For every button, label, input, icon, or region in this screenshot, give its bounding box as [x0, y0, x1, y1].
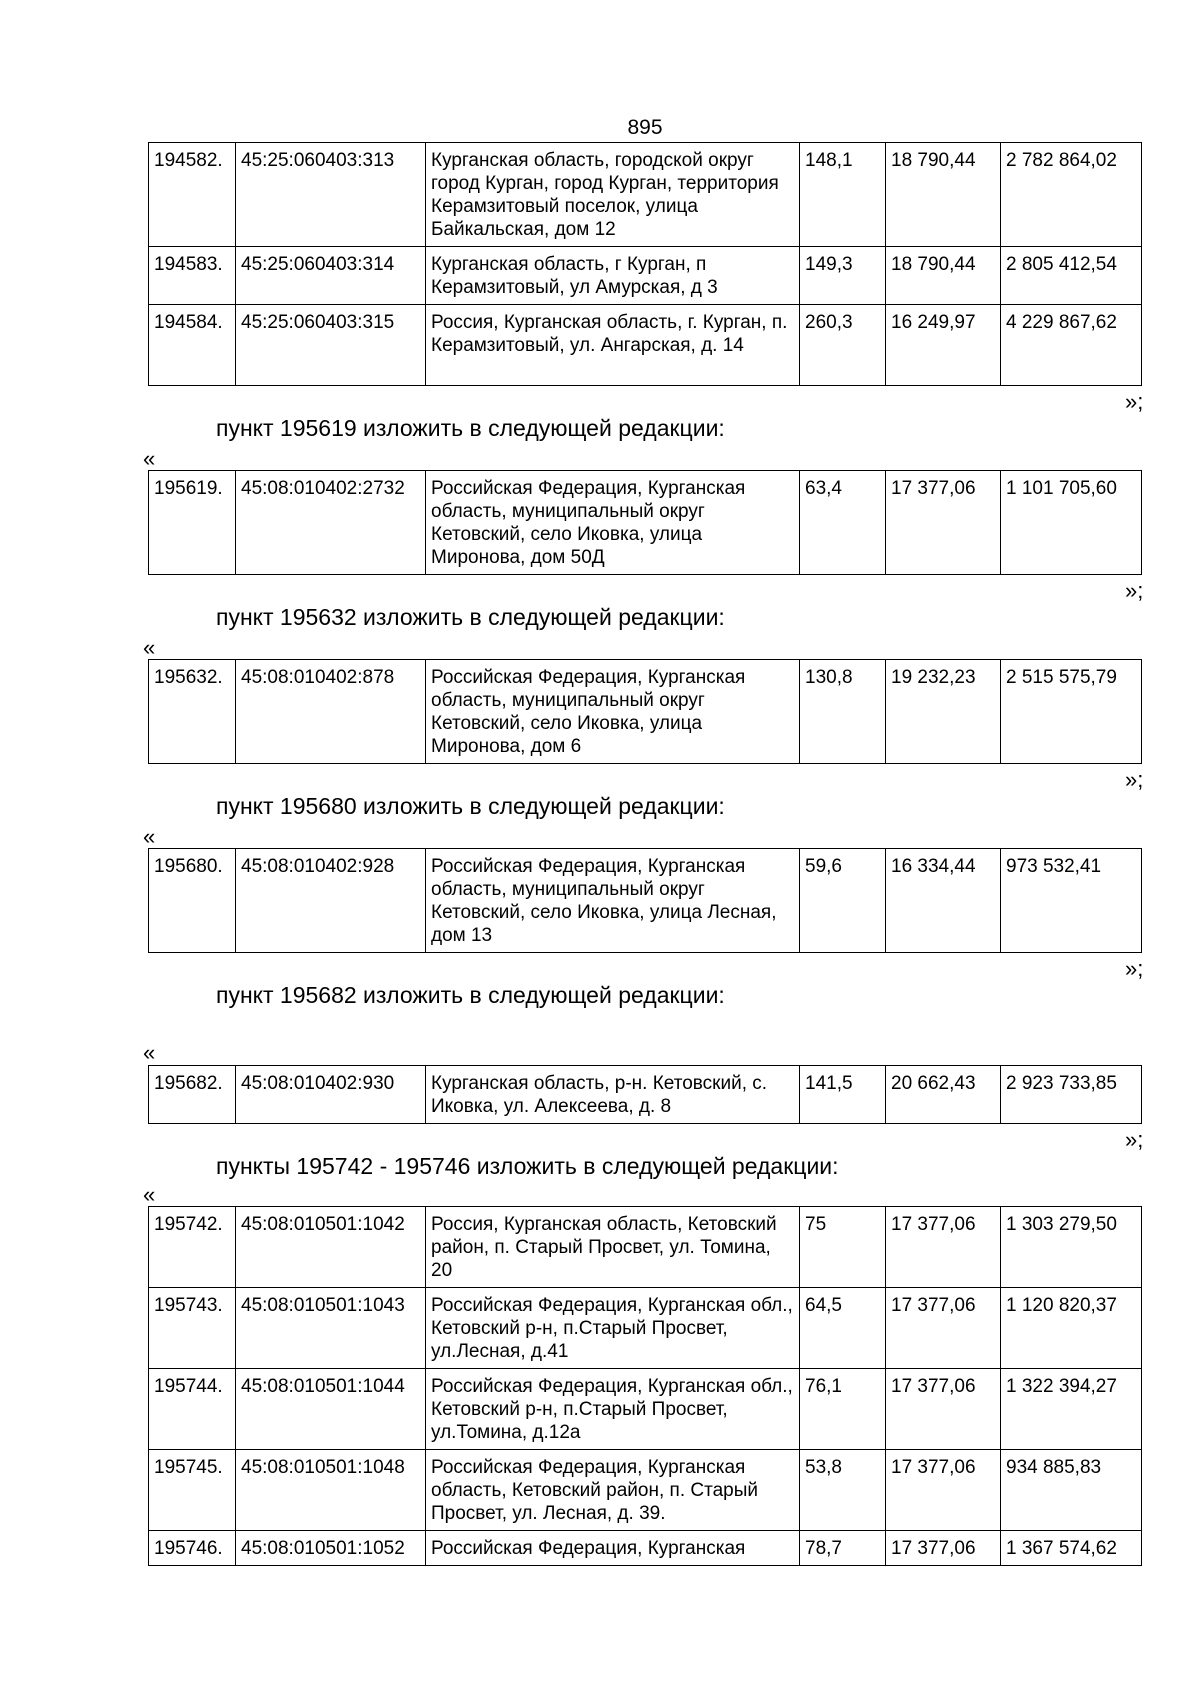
cadastral-value: 934 885,83	[1001, 1450, 1142, 1531]
area: 59,6	[800, 849, 886, 953]
cadastral-number: 45:08:010501:1048	[236, 1450, 426, 1531]
area: 130,8	[800, 660, 886, 764]
cadastral-value: 1 120 820,37	[1001, 1288, 1142, 1369]
unit-value: 16 249,97	[886, 305, 1001, 386]
unit-value: 16 334,44	[886, 849, 1001, 953]
row-number: 194584.	[149, 305, 236, 386]
cadastral-number: 45:08:010402:2732	[236, 471, 426, 575]
row-number: 195682.	[149, 1066, 236, 1124]
cadastral-number: 45:08:010501:1042	[236, 1207, 426, 1288]
property-table-continuation	[148, 142, 1142, 386]
open-quote: «	[143, 635, 156, 660]
open-quote: «	[143, 446, 156, 471]
table-row	[149, 1369, 1142, 1450]
row-number: 195745.	[149, 1450, 236, 1531]
row-number: 195743.	[149, 1288, 236, 1369]
cadastral-value: 2 923 733,85	[1001, 1066, 1142, 1124]
area: 149,3	[800, 247, 886, 305]
property-table-195742-195746	[148, 1206, 1142, 1566]
row-number: 195619.	[149, 471, 236, 575]
row-number: 195746.	[149, 1531, 236, 1566]
cadastral-number: 45:08:010402:928	[236, 849, 426, 953]
table-row	[149, 849, 1142, 953]
area: 63,4	[800, 471, 886, 575]
unit-value: 20 662,43	[886, 1066, 1001, 1124]
row-number: 194582.	[149, 143, 236, 247]
cadastral-number: 45:25:060403:314	[236, 247, 426, 305]
row-number: 195632.	[149, 660, 236, 764]
open-quote: «	[143, 824, 156, 849]
area: 148,1	[800, 143, 886, 247]
table-row	[149, 471, 1142, 575]
address: Курганская область, городской округ город Курган, город Курган, территория Керамзитовый поселок, улица Байкальская, дом 12	[426, 143, 800, 247]
table-row	[149, 1288, 1142, 1369]
open-quote: «	[143, 1040, 156, 1065]
cadastral-value: 1 322 394,27	[1001, 1369, 1142, 1450]
unit-value: 17 377,06	[886, 1450, 1001, 1531]
cadastral-value: 4 229 867,62	[1001, 305, 1142, 386]
cadastral-number: 45:08:010501:1043	[236, 1288, 426, 1369]
row-number: 195744.	[149, 1369, 236, 1450]
address: Российская Федерация, Курганская область, Кетовский район, п. Старый Просвет, ул. Лесная, д. 39.	[426, 1450, 800, 1531]
unit-value: 17 377,06	[886, 1207, 1001, 1288]
unit-value: 17 377,06	[886, 1288, 1001, 1369]
unit-value: 19 232,23	[886, 660, 1001, 764]
cadastral-number: 45:08:010501:1044	[236, 1369, 426, 1450]
cadastral-number: 45:08:010402:930	[236, 1066, 426, 1124]
cadastral-value: 2 805 412,54	[1001, 247, 1142, 305]
address: Россия, Курганская область, Кетовский район, п. Старый Просвет, ул. Томина, 20	[426, 1207, 800, 1288]
area: 64,5	[800, 1288, 886, 1369]
address: Российская Федерация, Курганская	[426, 1531, 800, 1566]
table-row	[149, 1450, 1142, 1531]
instruction-text: пункты 195742 - 195746 изложить в следующей редакции:	[216, 1153, 839, 1179]
close-quote: »;	[1125, 389, 1144, 414]
cadastral-value: 2 782 864,02	[1001, 143, 1142, 247]
unit-value: 18 790,44	[886, 143, 1001, 247]
table-row	[149, 660, 1142, 764]
property-table-195632	[148, 659, 1142, 764]
area: 75	[800, 1207, 886, 1288]
area: 260,3	[800, 305, 886, 386]
close-quote: »;	[1125, 578, 1144, 603]
cadastral-value: 973 532,41	[1001, 849, 1142, 953]
address: Российская Федерация, Курганская обл., Кетовский р-н, п.Старый Просвет, ул.Лесная, д.41	[426, 1288, 800, 1369]
address: Российская Федерация, Курганская область, муниципальный округ Кетовский, село Иковка, улица Миронова, дом 6	[426, 660, 800, 764]
cadastral-value: 1 303 279,50	[1001, 1207, 1142, 1288]
property-table-195619	[148, 470, 1142, 575]
property-table-195680	[148, 848, 1142, 953]
unit-value: 17 377,06	[886, 1369, 1001, 1450]
address: Российская Федерация, Курганская обл., Кетовский р-н, п.Старый Просвет, ул.Томина, д.12а	[426, 1369, 800, 1450]
property-table-195682	[148, 1065, 1142, 1124]
page-number: 895	[627, 116, 663, 139]
address: Курганская область, г Курган, п Керамзитовый, ул Амурская, д 3	[426, 247, 800, 305]
table-row	[149, 305, 1142, 386]
area: 76,1	[800, 1369, 886, 1450]
area: 78,7	[800, 1531, 886, 1566]
cadastral-value: 1 101 705,60	[1001, 471, 1142, 575]
instruction-text: пункт 195632 изложить в следующей редакции:	[216, 604, 725, 630]
area: 141,5	[800, 1066, 886, 1124]
unit-value: 17 377,06	[886, 1531, 1001, 1566]
cadastral-number: 45:08:010402:878	[236, 660, 426, 764]
address: Российская Федерация, Курганская область, муниципальный округ Кетовский, село Иковка, улица Миронова, дом 50Д	[426, 471, 800, 575]
address: Российская Федерация, Курганская область, муниципальный округ Кетовский, село Иковка, улица Лесная, дом 13	[426, 849, 800, 953]
row-number: 194583.	[149, 247, 236, 305]
table-row	[149, 143, 1142, 247]
table-row	[149, 1531, 1142, 1566]
table-row	[149, 1207, 1142, 1288]
close-quote: »;	[1125, 956, 1144, 981]
cadastral-number: 45:25:060403:315	[236, 305, 426, 386]
cadastral-number: 45:08:010501:1052	[236, 1531, 426, 1566]
instruction-text: пункт 195682 изложить в следующей редакции:	[216, 982, 725, 1008]
cadastral-value: 1 367 574,62	[1001, 1531, 1142, 1566]
row-number: 195680.	[149, 849, 236, 953]
cadastral-number: 45:25:060403:313	[236, 143, 426, 247]
table-row	[149, 1066, 1142, 1124]
open-quote: «	[143, 1182, 156, 1207]
cadastral-value: 2 515 575,79	[1001, 660, 1142, 764]
area: 53,8	[800, 1450, 886, 1531]
instruction-text: пункт 195680 изложить в следующей редакции:	[216, 793, 725, 819]
unit-value: 18 790,44	[886, 247, 1001, 305]
address: Россия, Курганская область, г. Курган, п. Керамзитовый, ул. Ангарская, д. 14	[426, 305, 800, 386]
table-row	[149, 247, 1142, 305]
close-quote: »;	[1125, 767, 1144, 792]
instruction-text: пункт 195619 изложить в следующей редакции:	[216, 415, 725, 441]
close-quote: »;	[1125, 1127, 1144, 1152]
unit-value: 17 377,06	[886, 471, 1001, 575]
address: Курганская область, р-н. Кетовский, с. Иковка, ул. Алексеева, д. 8	[426, 1066, 800, 1124]
row-number: 195742.	[149, 1207, 236, 1288]
